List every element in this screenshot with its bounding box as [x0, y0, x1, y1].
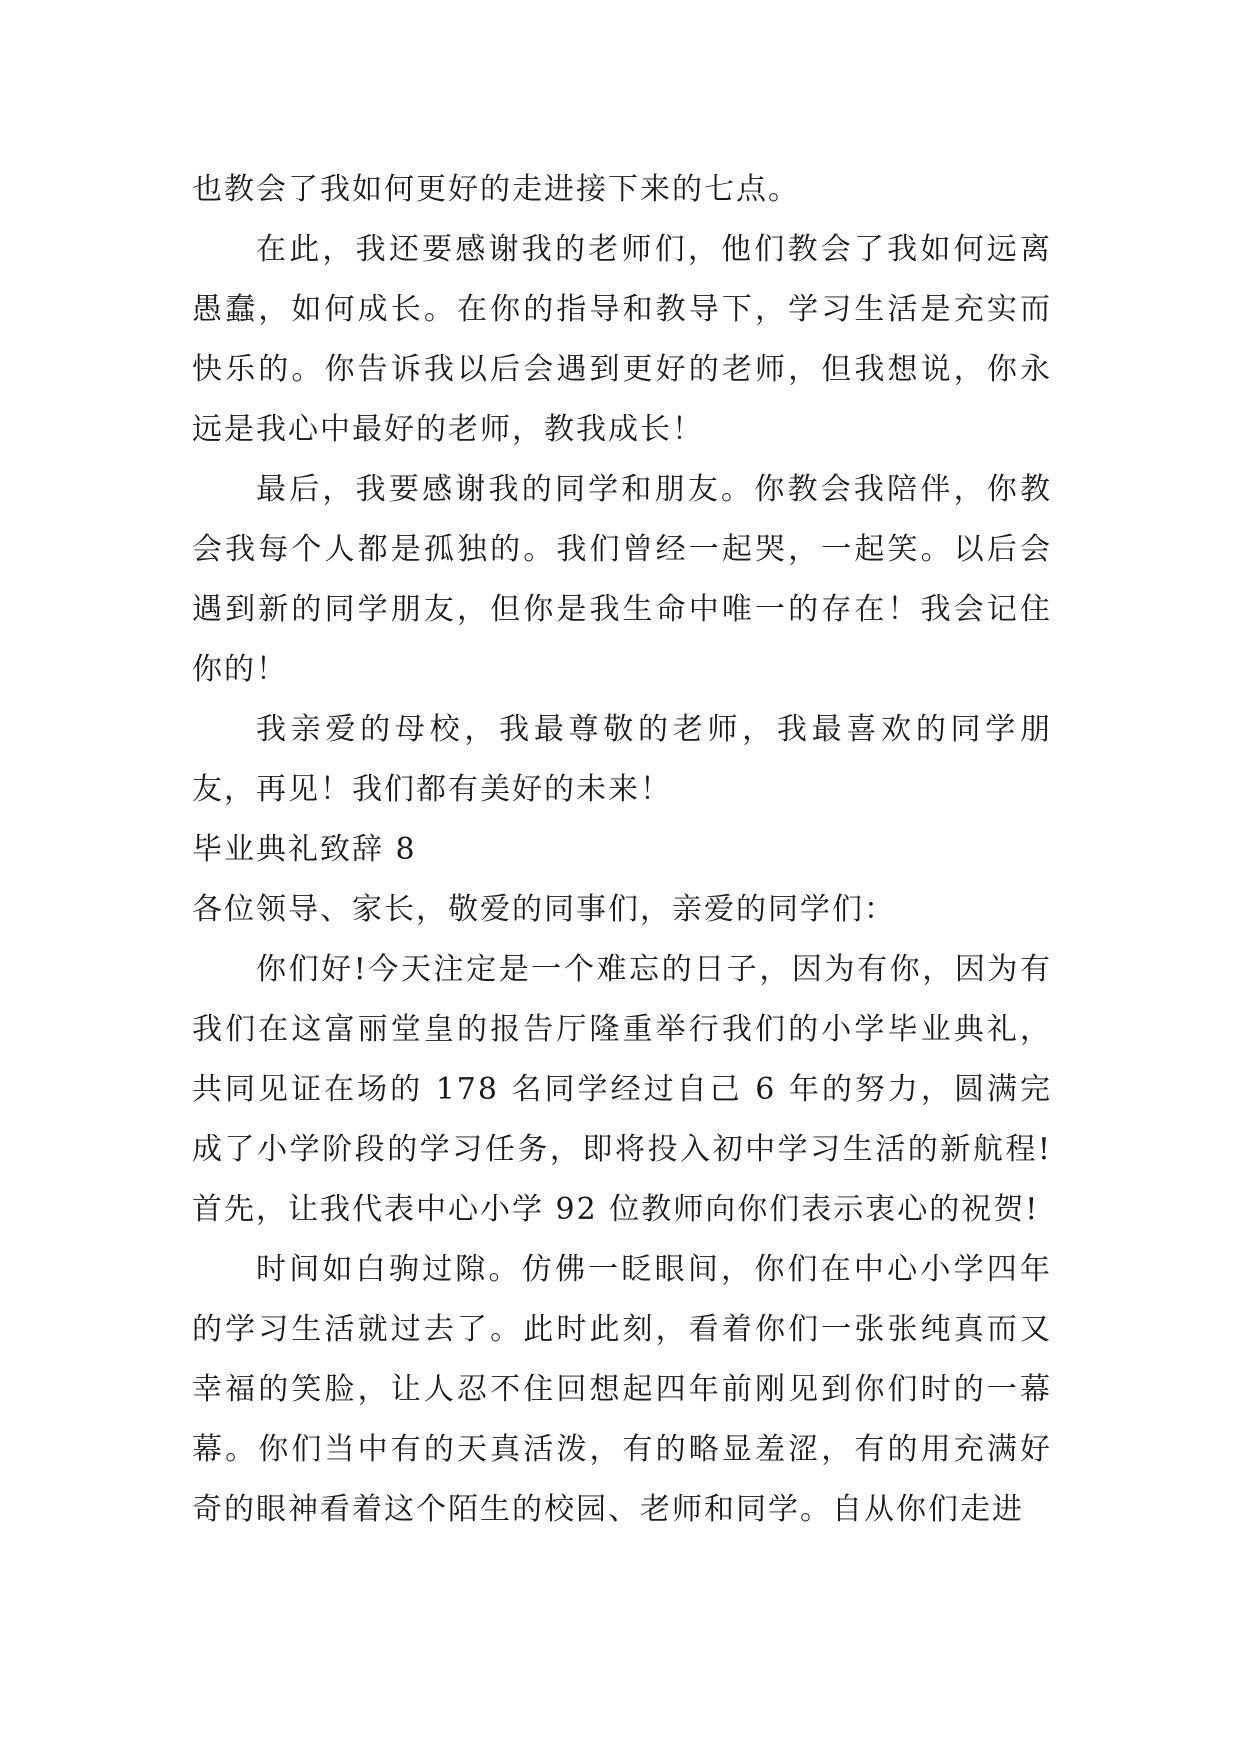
paragraph-salutation: 各位领导、家长，敬爱的同事们，亲爱的同学们： — [192, 892, 896, 927]
paragraph-thanks-classmates: 最后，我要感谢我的同学和朋友。你教会我陪伴，你教会我每个人都是孤独的。我们曾经一起哭，一起笑。以后会遇到新的同学朋友，但你是我生命中唯一的存在！我会记住你的！ — [192, 472, 1052, 687]
paragraph-farewell: 我亲爱的母校，我最尊敬的老师，我最喜欢的同学朋友，再见！我们都有美好的未来！ — [192, 712, 1052, 807]
paragraph-greeting: 你们好!今天注定是一个难忘的日子，因为有你，因为有我们在这富丽堂皇的报告厅隆重举行我们的小学毕业典礼，共同见证在场的 178 名同学经过自己 6 年的努力，圆满完成了小学阶段的学习任务，即将投入初中学习生活的新航程!首先，让我代表中心小学 92 位教师向你们表示衷心的祝贺! — [192, 952, 1052, 1227]
section-heading: 毕业典礼致辞 8 — [192, 832, 417, 867]
paragraph-memories: 时间如白驹过隙。仿佛一眨眼间，你们在中心小学四年的学习生活就过去了。此时此刻，看着你们一张张纯真而又幸福的笑脸，让人忍不住回想起四年前刚见到你们时的一幕幕。你们当中有的天真活泼，有的略显羞涩，有的用充满好奇的眼神看着这个陌生的校园、老师和同学。自从你们走进 — [192, 1252, 1052, 1527]
paragraph-thanks-teachers: 在此，我还要感谢我的老师们，他们教会了我如何远离愚蠢，如何成长。在你的指导和教导下，学习生活是充实而快乐的。你告诉我以后会遇到更好的老师，但我想说，你永远是我心中最好的老师，教我成长！ — [192, 232, 1052, 447]
document-body — [192, 160, 1052, 1540]
paragraph-continuation: 也教会了我如何更好的走进接下来的七点。 — [192, 172, 800, 207]
